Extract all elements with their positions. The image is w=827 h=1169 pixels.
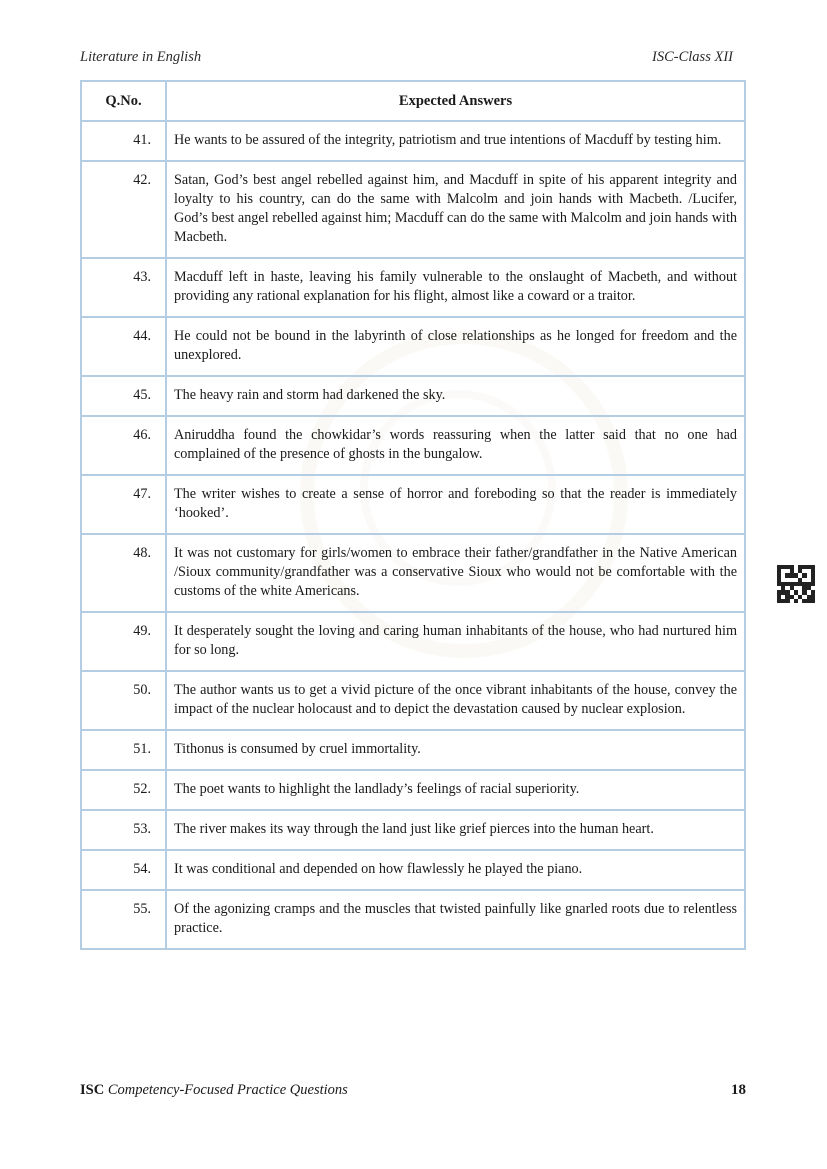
question-number: 42. [81, 161, 166, 258]
page-number: 18 [731, 1082, 746, 1098]
table-row [81, 671, 745, 730]
question-number: 47. [81, 475, 166, 534]
question-number: 43. [81, 258, 166, 317]
table-row [81, 810, 745, 850]
expected-answer: Aniruddha found the chowkidar’s words reassuring when the latter said that no one had complained of the presence of ghosts in the bungalow. [166, 416, 745, 475]
question-number: 44. [81, 317, 166, 376]
table-row [81, 416, 745, 475]
question-number: 46. [81, 416, 166, 475]
qno-column-header: Q.No. [81, 81, 166, 121]
expected-answer: Macduff left in haste, leaving his family vulnerable to the onslaught of Macbeth, and without providing any rational explanation for his flight, almost like a coward or a traitor. [166, 258, 745, 317]
expected-answer: It desperately sought the loving and caring human inhabitants of the house, who had nurtured him for so long. [166, 612, 745, 671]
running-header-right: ISC-Class XII [652, 49, 733, 65]
expected-answer: Satan, God’s best angel rebelled against him, and Macduff in spite of his apparent integrity and loyalty to his country, can do the same with Malcolm and join hands with Macbeth. /Lucifer, God’s best angel rebelled against him; Macduff can do the same with Malcolm and join hands with Macbeth. [166, 161, 745, 258]
footer-title [80, 1082, 348, 1099]
answers-column-header: Expected Answers [166, 81, 745, 121]
expected-answer: The writer wishes to create a sense of horror and foreboding so that the reader is immediately ‘hooked’. [166, 475, 745, 534]
expected-answer: The poet wants to highlight the landlady’s feelings of racial superiority. [166, 770, 745, 810]
expected-answer: He could not be bound in the labyrinth of close relationships as he longed for freedom and the unexplored. [166, 317, 745, 376]
table-row [81, 770, 745, 810]
question-number: 50. [81, 671, 166, 730]
expected-answer: The river makes its way through the land just like grief pierces into the human heart. [166, 810, 745, 850]
question-number: 41. [81, 121, 166, 161]
question-number: 48. [81, 534, 166, 612]
question-number: 52. [81, 770, 166, 810]
question-number: 55. [81, 890, 166, 949]
table-row [81, 121, 745, 161]
table-row [81, 317, 745, 376]
table-row [81, 534, 745, 612]
table-header-row [81, 81, 745, 121]
question-number: 53. [81, 810, 166, 850]
expected-answer: He wants to be assured of the integrity, patriotism and true intentions of Macduff by testing him. [166, 121, 745, 161]
expected-answer: The author wants us to get a vivid picture of the once vibrant inhabitants of the house, convey the impact of the nuclear holocaust and to depict the devastation caused by nuclear explosion. [166, 671, 745, 730]
question-number: 45. [81, 376, 166, 416]
question-number: 54. [81, 850, 166, 890]
table-row [81, 850, 745, 890]
footer-brand: ISC [80, 1082, 105, 1098]
answers-table [80, 80, 746, 950]
expected-answer: Of the agonizing cramps and the muscles that twisted painfully like gnarled roots due to relentless practice. [166, 890, 745, 949]
table-row [81, 161, 745, 258]
question-number: 51. [81, 730, 166, 770]
table-row [81, 612, 745, 671]
table-row [81, 890, 745, 949]
table-row [81, 475, 745, 534]
expected-answer: It was conditional and depended on how flawlessly he played the piano. [166, 850, 745, 890]
running-header-left: Literature in English [80, 49, 202, 65]
answers-table-body [81, 121, 745, 949]
expected-answer: It was not customary for girls/women to embrace their father/grandfather in the Native American /Sioux community/grandfather was a conservative Sioux who would not be comfortable with the customs of the white Americans. [166, 534, 745, 612]
table-row [81, 376, 745, 416]
table-row [81, 258, 745, 317]
footer-subtitle: Competency-Focused Practice Questions [107, 1082, 348, 1098]
table-row [81, 730, 745, 770]
expected-answer: Tithonus is consumed by cruel immortality. [166, 730, 745, 770]
qr-code-icon[interactable] [777, 565, 815, 603]
question-number: 49. [81, 612, 166, 671]
expected-answer: The heavy rain and storm had darkened the sky. [166, 376, 745, 416]
